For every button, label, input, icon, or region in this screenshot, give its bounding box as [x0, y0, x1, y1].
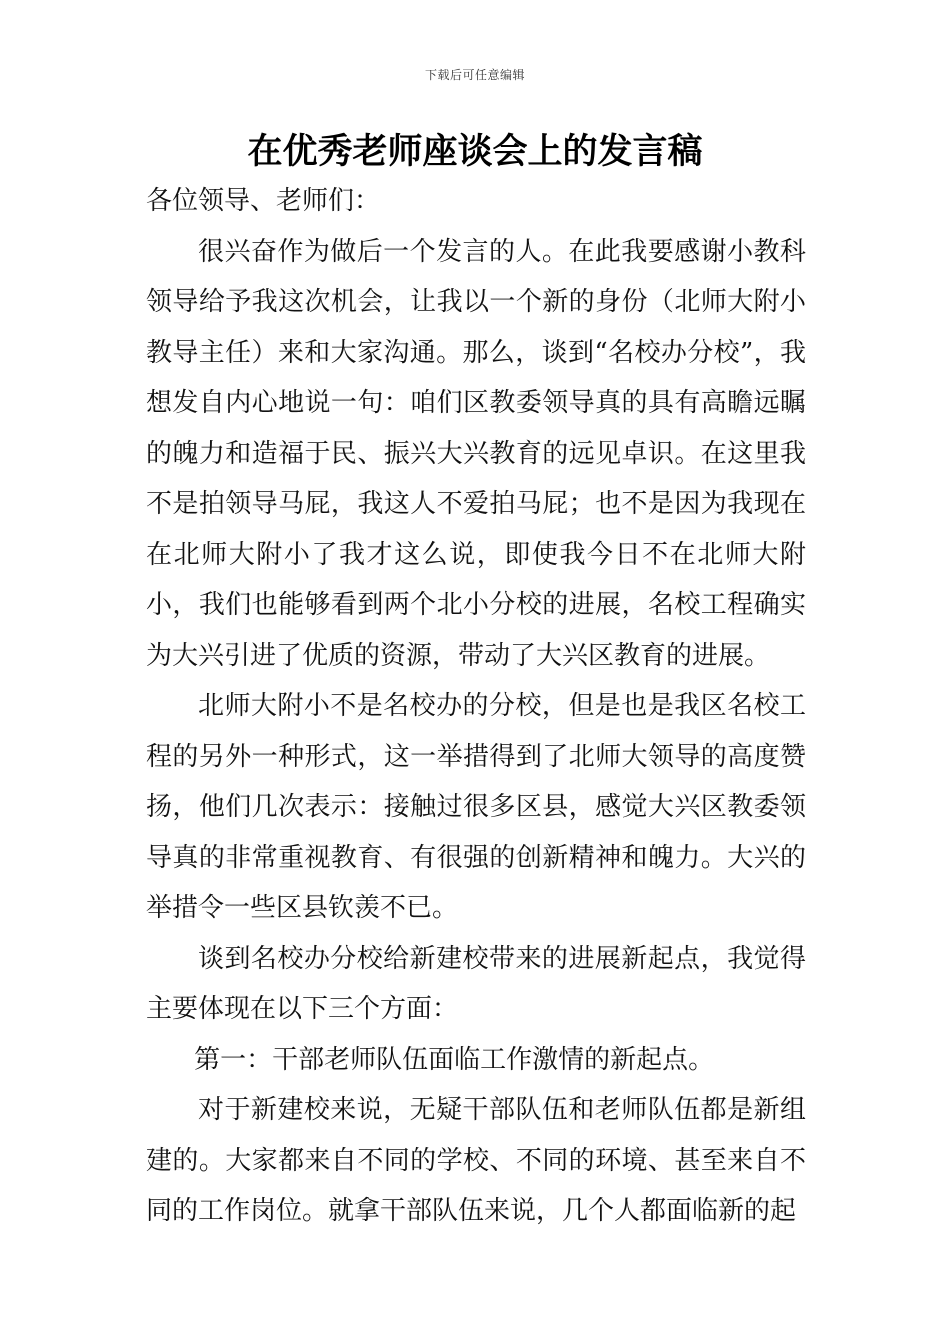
paragraph-3: 谈到名校办分校给新建校带来的进展新起点，我觉得主要体现在以下三个方面：: [146, 943, 806, 1024]
section-heading-1: 第一：干部老师队伍面临工作激情的新起点。: [194, 1044, 715, 1075]
header-note: 下载后可任意编辑: [424, 68, 525, 82]
paragraph-4: 对于新建校来说，无疑干部队伍和老师队伍都是新组建的。大家都来自不同的学校、不同的环境、甚至来自不同的工作岗位。就拿干部队伍来说，几个人都面临新的起: [146, 1095, 806, 1226]
paragraph-2: 北师大附小不是名校办的分校，但是也是我区名校工程的另外一种形式，这一举措得到了北师大领导的高度赞扬，他们几次表示：接触过很多区县，感觉大兴区教委领导真的非常重视教育、有很强的创新精神和魄力。大兴的举措令一些区县钦羡不已。: [146, 691, 806, 923]
document-title: 在优秀老师座谈会上的发言稿: [247, 132, 703, 172]
salutation: 各位领导、老师们：: [146, 186, 381, 216]
document-body: [146, 176, 806, 1237]
paragraph-1: 很兴奋作为做后一个发言的人。在此我要感谢小教科领导给予我这次机会，让我以一个新的身份（北师大附小教导主任）来和大家沟通。那么，谈到“名校办分校”，我想发自内心地说一句：咱们区教委领导真的具有高瞻远瞩的魄力和造福于民、振兴大兴教育的远见卓识。在这里我不是拍领导马屁，我这人不爱拍马屁；也不是因为我现在在北师大附小了我才这么说，即使我今日不在北师大附小，我们也能够看到两个北小分校的进展，名校工程确实为大兴引进了优质的资源，带动了大兴区教育的进展。: [146, 236, 806, 671]
